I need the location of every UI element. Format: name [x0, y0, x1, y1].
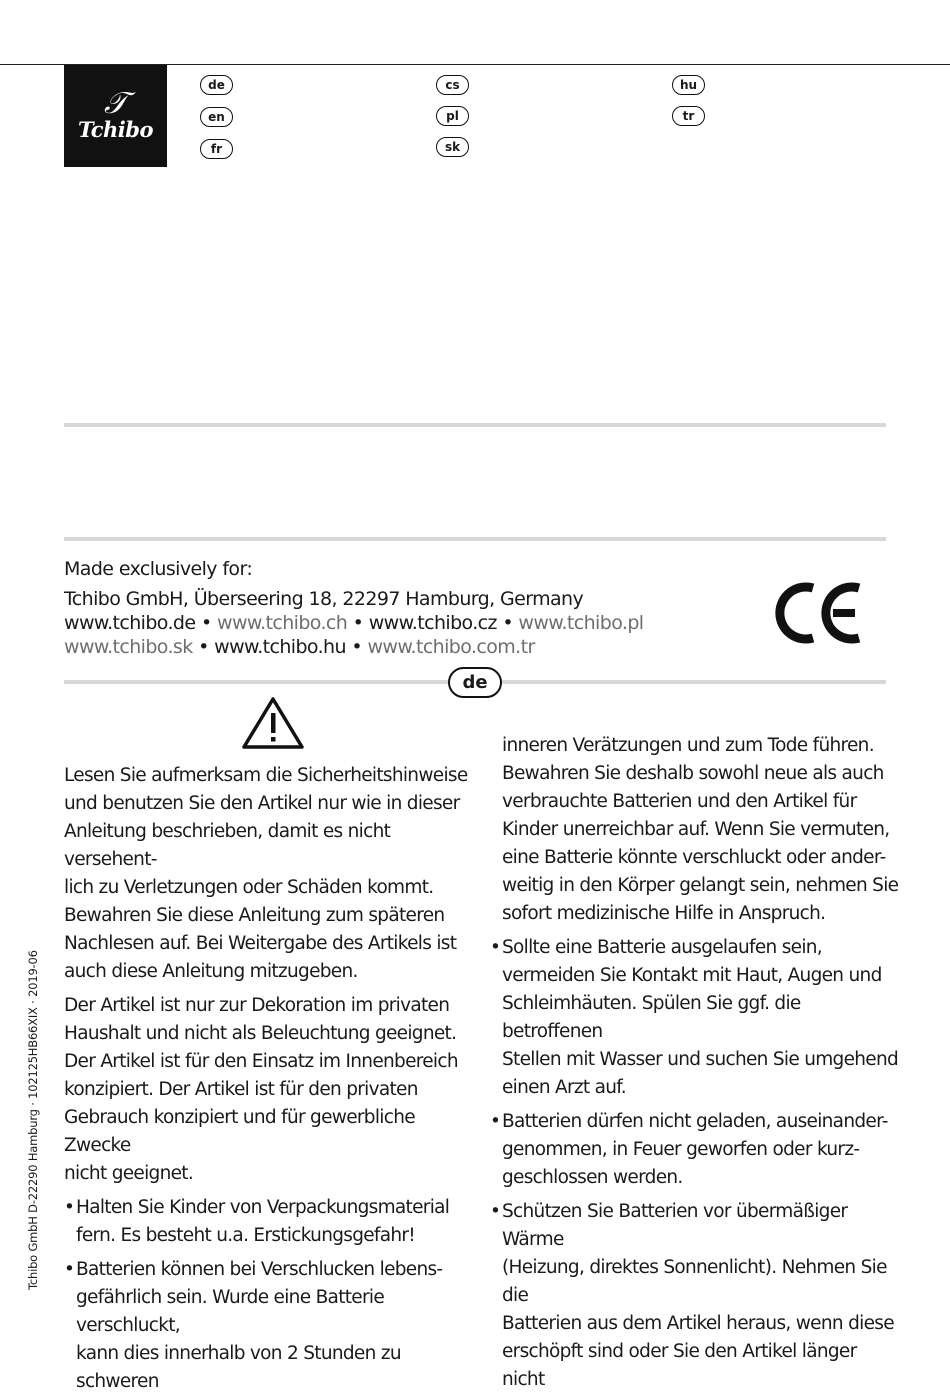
- lang-badge-tr: tr: [672, 106, 705, 126]
- lang-badge-pl: pl: [436, 106, 469, 126]
- made-for-label: Made exclusively for:: [64, 558, 253, 580]
- list-item: • Batterien dürfen nicht geladen, auseinander- genommen, in Feuer geworfen oder kurz- geschlossen werden.: [490, 1111, 888, 1188]
- lang-badge-hu: hu: [672, 75, 705, 95]
- intro-paragraph: Lesen Sie aufmerksam die Sicherheitshinweise und benutzen Sie den Artikel nur wie in dieser Anleitung beschrieben, damit es nicht versehent- lich zu Verletzungen oder Schäden kommt. Bewahren Sie diese Anleitung zum späteren Nachlesen auf. Bei Weitergabe des Artikels ist auch diese Anleitung mitzugeben.: [64, 765, 468, 982]
- lang-badge-en: en: [200, 107, 233, 127]
- left-column: [64, 762, 469, 1396]
- lang-badge-cs: cs: [436, 75, 469, 95]
- site-link[interactable]: www.tchibo.com.tr: [367, 636, 535, 658]
- website-list: [64, 635, 535, 659]
- divider: [64, 423, 886, 427]
- list-item: • Batterien können bei Verschlucken lebens- gefährlich sein. Wurde eine Batterie verschluckt, kann dies innerhalb von 2 Stunden zu schweren: [64, 1259, 443, 1392]
- separator: •: [351, 636, 363, 658]
- tchibo-logo: [64, 65, 167, 167]
- section-lang-badge: de: [448, 667, 502, 698]
- warning-triangle-icon: [241, 696, 305, 750]
- usage-paragraph: Der Artikel ist nur zur Dekoration im privaten Haushalt und nicht als Beleuchtung geeignet. Der Artikel ist für den Einsatz im Innenbereich konzipiert. Der Artikel ist für den privaten Gebrauch konzipiert und für gewerbliche Zwecke nicht geeignet.: [64, 995, 458, 1184]
- site-link[interactable]: www.tchibo.ch: [217, 612, 348, 634]
- company-address: Tchibo GmbH, Überseering 18, 22297 Hamburg, Germany: [64, 588, 584, 610]
- site-link[interactable]: www.tchibo.hu: [214, 636, 346, 658]
- list-item-continued: inneren Verätzungen und zum Tode führen. Bewahren Sie deshalb sowohl neue als auch verbrauchte Batterien und den Artikel für Kinder unerreichbar auf. Wenn Sie vermuten, eine Batterie könnte verschluckt oder ander- weitig in den Körper gelangt sein, nehmen Sie sofort medizinische Hilfe in Anspruch.: [502, 735, 899, 924]
- separator: •: [502, 612, 513, 634]
- list-item: • Halten Sie Kinder von Verpackungsmaterial fern. Es besteht u.a. Erstickungsgefahr!: [64, 1197, 450, 1246]
- site-link[interactable]: www.tchibo.cz: [368, 612, 497, 634]
- separator: •: [200, 612, 212, 634]
- logo-wordmark: Tchibo: [78, 116, 153, 142]
- divider: [64, 537, 886, 541]
- list-item: • Schützen Sie Batterien vor übermäßiger Wärme (Heizung, direktes Sonnenlicht). Nehmen Sie die Batterien aus dem Artikel heraus, wenn diese erschöpft sind oder Sie den Artikel länger nicht: [490, 1201, 894, 1390]
- separator: •: [352, 612, 364, 634]
- site-link[interactable]: www.tchibo.de: [64, 612, 196, 634]
- list-item: • Sollte eine Batterie ausgelaufen sein, vermeiden Sie Kontakt mit Haut, Augen und Schleimhäuten. Spülen Sie ggf. die betroffenen Stellen mit Wasser und suchen Sie umgehend einen Arzt auf.: [490, 937, 899, 1098]
- lang-badge-fr: fr: [200, 139, 233, 159]
- bean-icon: 𝒯: [104, 85, 127, 121]
- right-column: [490, 732, 900, 1394]
- separator: •: [198, 636, 209, 658]
- ce-mark-icon: [775, 580, 863, 646]
- print-reference: Tchibo GmbH D-22290 Hamburg · 102125HB66XIX · 2019-06: [26, 950, 40, 1290]
- website-list: [64, 611, 643, 635]
- lang-badge-de: de: [200, 75, 233, 95]
- lang-badge-sk: sk: [436, 137, 469, 157]
- site-link[interactable]: www.tchibo.sk: [64, 636, 193, 658]
- site-link[interactable]: www.tchibo.pl: [518, 612, 644, 634]
